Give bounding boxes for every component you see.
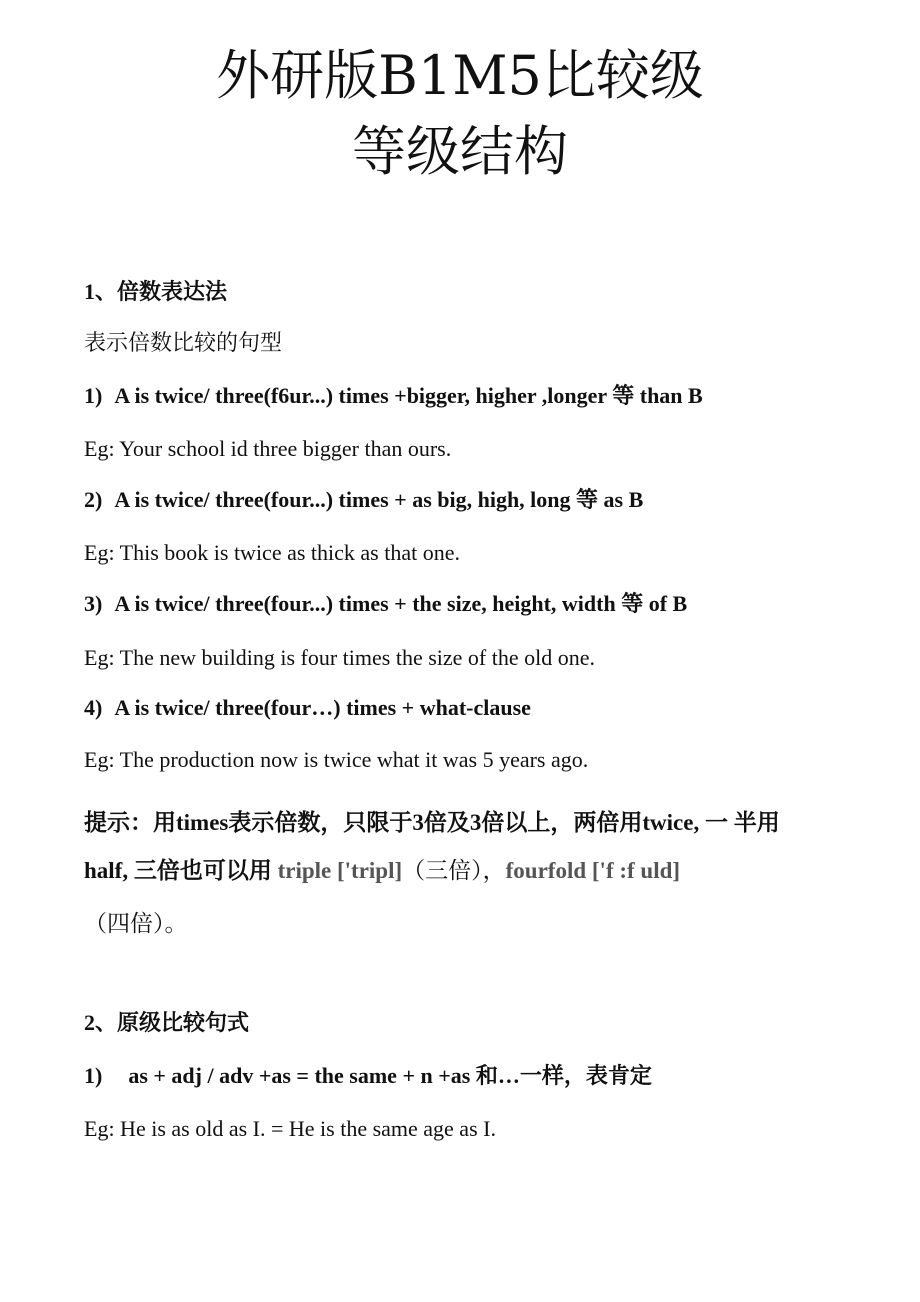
tip-fourfold: fourfold ['f :f uld] [505,858,681,883]
pattern-2 [84,485,643,515]
pattern-4-number: 4) [84,695,103,720]
section-1-intro: 表示倍数比较的句型 [84,330,283,355]
title-line-2: 等级结构 [352,120,568,183]
pattern-4-text: A is twice/ three(four…) times + what-clause [114,695,531,720]
section-1-heading: 1、倍数表达法 [84,279,228,304]
tip-line-2 [84,856,680,886]
pattern-4-example: Eg: The production now is twice what it was 5 years ago. [84,747,589,772]
title-line-1: 外研版B1M5比较级 [216,44,704,107]
pattern-2-number: 2) [84,487,103,512]
section-2-pattern-1-number: 1) [84,1063,103,1088]
tip-line-3: （四倍）。 [84,911,188,936]
section-2-pattern-1-text: as + adj / adv +as = the same + n +as 和…一样，表肯定 [128,1063,652,1088]
pattern-1-number: 1) [84,383,103,408]
tip-line-1: 提示：用times表示倍数，只限于3倍及3倍以上，两倍用twice, 一 半用 [84,810,780,835]
section-2-pattern-1 [84,1061,652,1091]
pattern-2-text: A is twice/ three(four...) times + as big, high, long 等 as B [114,487,644,512]
pattern-3-text: A is twice/ three(four...) times + the size, height, width 等 of B [114,591,688,616]
pattern-3-example: Eg: The new building is four times the size of the old one. [84,645,595,670]
pattern-4 [84,693,531,723]
pattern-1-example: Eg: Your school id three bigger than ours. [84,436,452,461]
pattern-2-example: Eg: This book is twice as thick as that one. [84,540,460,565]
pattern-3-number: 3) [84,591,103,616]
pattern-3 [84,589,687,619]
pattern-1 [84,381,703,411]
pattern-1-text: A is twice/ three(f6ur...) times +bigger, higher ,longer 等 than B [114,383,703,408]
section-2-heading: 2、原级比较句式 [84,1010,250,1035]
section-2-pattern-1-example: Eg: He is as old as I. = He is the same age as I. [84,1116,496,1141]
tip-triple: triple ['tripl] [277,858,403,883]
tip-text-half: half, 三倍也可以用 [84,858,278,883]
tip-triple-meaning: （三倍）， [402,858,506,883]
